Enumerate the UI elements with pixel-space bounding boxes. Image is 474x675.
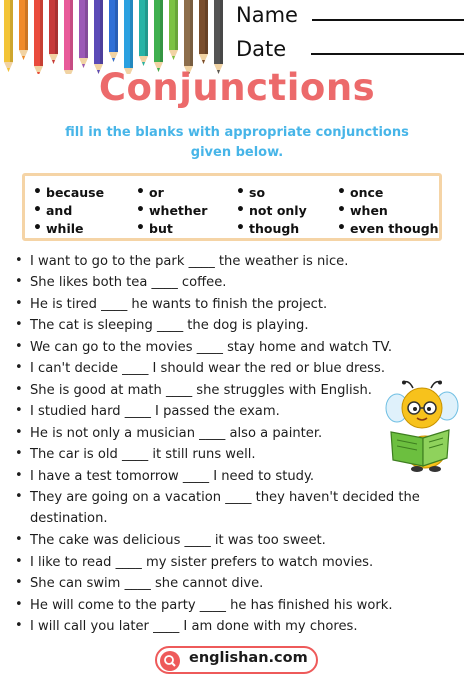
word-bank-item: • or (149, 185, 164, 200)
word-bank-item: • when (350, 203, 388, 218)
sentence-item: She can swim ____ she cannot dive. (30, 576, 264, 591)
instructions-line-2: given below. (190, 145, 284, 160)
word-bank-item: • but (149, 221, 173, 236)
sentence-item: We can go to the movies ____ stay home and watch TV. (30, 340, 392, 355)
word-bank-box (22, 173, 442, 241)
sentence-item: I will call you later ____ I am done with my chores. (30, 619, 358, 634)
bullet: • (15, 274, 23, 289)
word-bank-item: • and (46, 203, 72, 218)
page-title: Conjunctions (98, 66, 376, 109)
bullet: • (15, 339, 23, 354)
bullet: • (15, 253, 23, 268)
bullet: • (15, 425, 23, 440)
bullet: • (15, 446, 23, 461)
word-bank-item: • because (46, 185, 104, 200)
name-label: Name (236, 3, 298, 27)
sentence-item: The cake was delicious ____ it was too sweet. (30, 533, 326, 548)
instructions (0, 123, 474, 163)
word-bank-item: • once (350, 185, 383, 200)
sentence-item: I want to go to the park ____ the weather is nice. (30, 254, 349, 269)
bullet: • (15, 317, 23, 332)
sentence-item-continuation: destination. (30, 511, 108, 526)
word-bank-item: • while (46, 221, 84, 236)
bullet: • (15, 597, 23, 612)
sentence-item: She likes both tea ____ coffee. (30, 275, 227, 290)
sentence-item: The cat is sleeping ____ the dog is playing. (30, 318, 309, 333)
bullet: • (15, 382, 23, 397)
bullet: • (15, 468, 23, 483)
colored-pencils-decoration (0, 0, 230, 74)
search-icon (160, 651, 180, 671)
website-link[interactable]: englishan.com (189, 650, 308, 666)
sentence-item: I have a test tomorrow ____ I need to study. (30, 469, 315, 484)
sentence-item: He is not only a musician ____ also a painter. (30, 426, 323, 441)
word-bank-item: • not only (249, 203, 307, 218)
word-bank-item: • so (249, 185, 265, 200)
bullet: • (15, 575, 23, 590)
bullet: • (15, 532, 23, 547)
sentence-item: He is tired ____ he wants to finish the project. (30, 297, 328, 312)
sentence-item: I like to read ____ my sister prefers to watch movies. (30, 555, 374, 570)
sentence-item: She is good at math ____ she struggles with English. (30, 383, 372, 398)
bullet: • (15, 489, 23, 504)
bullet: • (15, 296, 23, 311)
date-line (311, 53, 464, 55)
instructions-line-1: fill in the blanks with appropriate conjunctions (65, 125, 409, 140)
word-bank-item: • though (249, 221, 299, 236)
bee-reading-book-illustration (383, 380, 463, 472)
sentence-item: I can't decide ____ I should wear the red or blue dress. (30, 361, 385, 376)
bullet: • (15, 618, 23, 633)
word-bank-item: • even though (350, 221, 439, 236)
bullet: • (15, 554, 23, 569)
word-bank-item: • whether (149, 203, 207, 218)
bullet: • (15, 403, 23, 418)
sentence-item: They are going on a vacation ____ they haven't decided the (30, 490, 420, 505)
sentence-item: He will come to the party ____ he has finished his work. (30, 598, 393, 613)
date-label: Date (236, 37, 287, 61)
bullet: • (15, 360, 23, 375)
sentence-item: I studied hard ____ I passed the exam. (30, 404, 280, 419)
sentence-item: The car is old ____ it still runs well. (30, 447, 256, 462)
name-line (312, 19, 464, 21)
